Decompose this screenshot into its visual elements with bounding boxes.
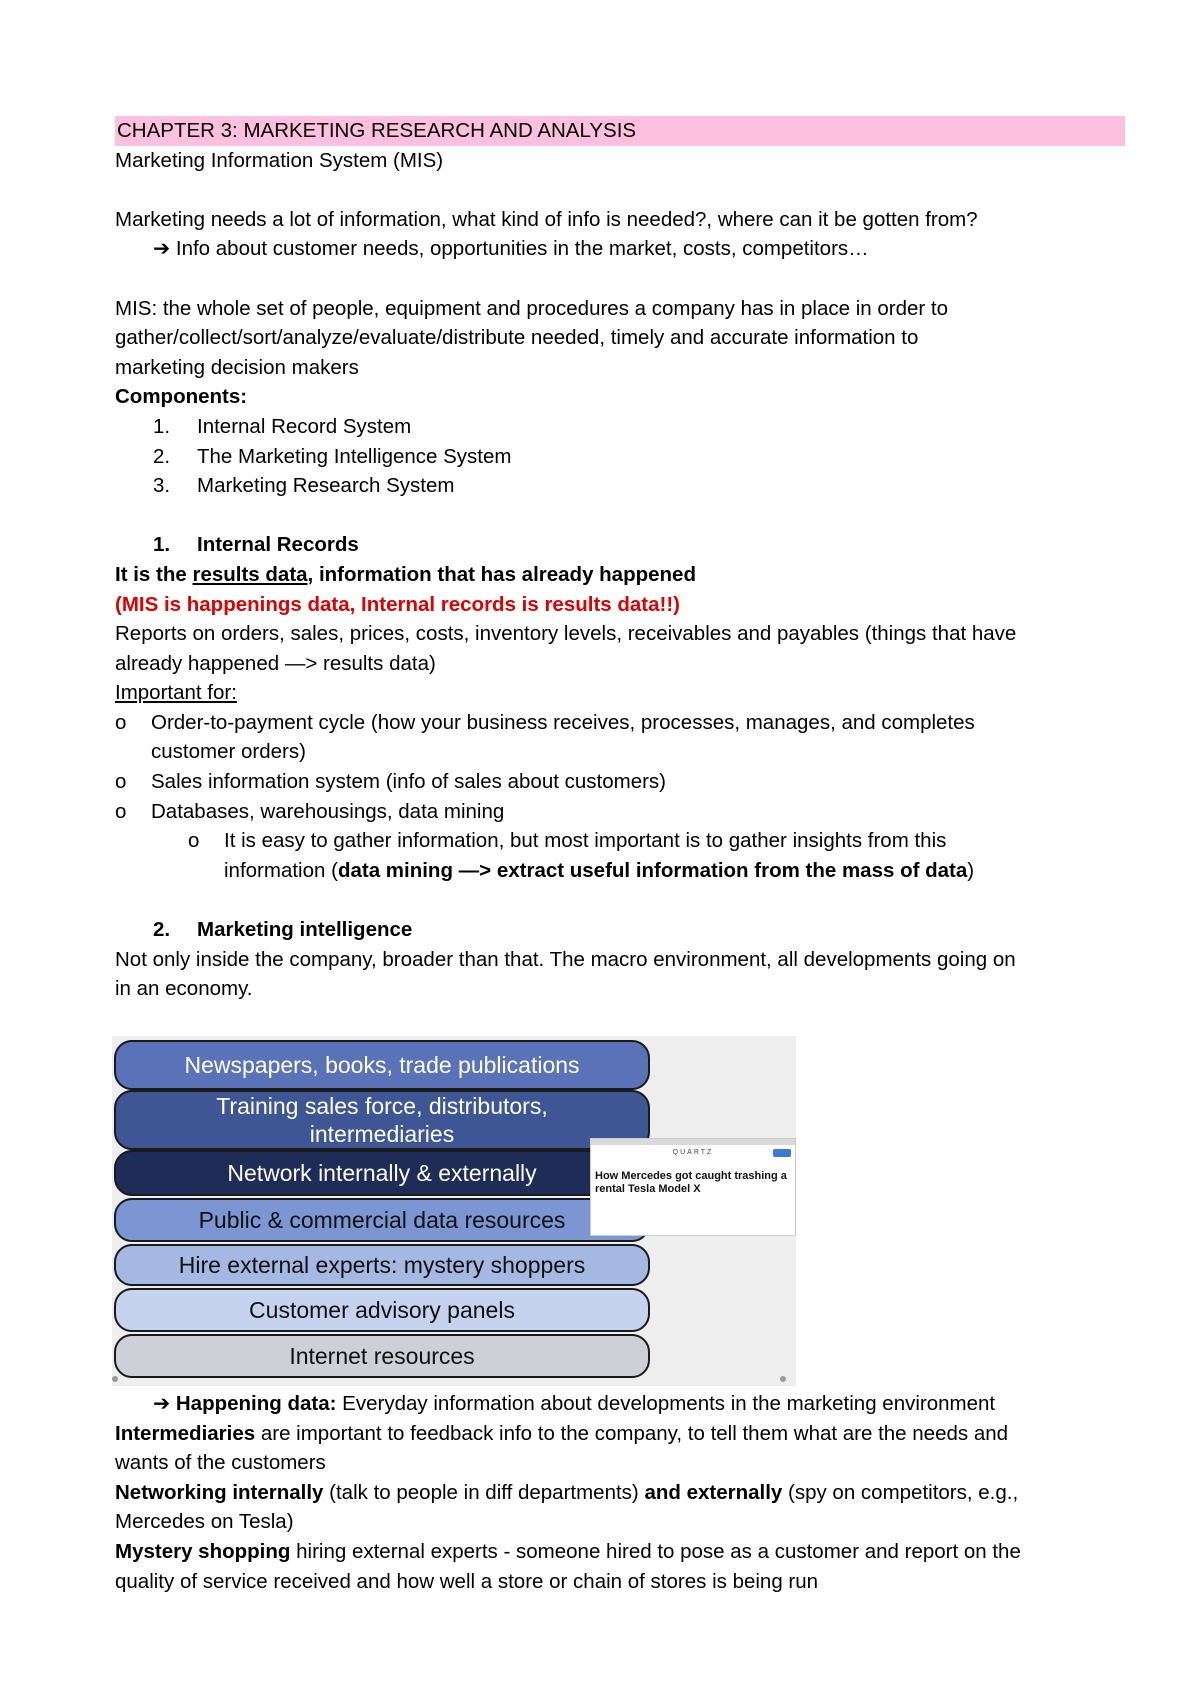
- section1-results-line: It is the results data, information that has already happened: [115, 562, 696, 586]
- intermediaries-line: Intermediaries are important to feedback info to the company, to tell them what are the needs and: [115, 1421, 1009, 1445]
- slide-pill: Internet resources: [114, 1334, 650, 1378]
- component-item: 2. The Marketing Intelligence System: [153, 444, 512, 468]
- slide-pill: Customer advisory panels: [114, 1288, 650, 1332]
- components-label: Components:: [115, 385, 248, 409]
- slide-pill: Network internally & externally: [114, 1150, 650, 1196]
- mis-definition-line: MIS: the whole set of people, equipment and procedures a company has in place in order to: [115, 296, 949, 320]
- bullet-icon: o: [115, 770, 127, 794]
- dot-icon: [112, 1376, 118, 1382]
- happening-line: ➔ Happening data: Everyday information about developments in the marketing environment: [153, 1392, 996, 1415]
- subtitle: Marketing Information System (MIS): [115, 148, 444, 172]
- article-thumbnail: [590, 1138, 796, 1236]
- intro-question: Marketing needs a lot of information, what kind of info is needed?, where can it be gotten from?: [115, 207, 978, 231]
- arrow-icon: ➔: [153, 1392, 176, 1415]
- bullet-icon: o: [115, 710, 127, 734]
- intro-answer: ➔ Info about customer needs, opportunities in the market, costs, competitors…: [153, 237, 869, 261]
- slide-page-marker: [780, 1375, 790, 1384]
- dot-icon: [780, 1376, 786, 1382]
- slide-pill: Training sales force, distributors, intermediaries: [114, 1090, 650, 1150]
- slide-pill: Public & commercial data resources: [114, 1198, 650, 1242]
- thumbnail-button: [773, 1149, 791, 1157]
- bullet-item: o Sales information system (info of sales about customers): [115, 767, 1125, 797]
- thumbnail-logo: QUARTZ: [672, 1149, 714, 1156]
- sub-bullet-item: o It is easy to gather information, but most important is to gather insights from this: [115, 826, 1125, 856]
- document-page: [115, 116, 1125, 1004]
- mystery-line: Mystery shopping hiring external experts - someone hired to pose as a customer and report on the: [115, 1539, 1021, 1563]
- document-page-continued: [115, 1389, 1125, 1596]
- section1-reports-line: Reports on orders, sales, prices, costs, inventory levels, receivables and payables (things that have: [115, 622, 1017, 646]
- important-for-label: Important for:: [115, 681, 237, 705]
- chapter-heading: CHAPTER 3: MARKETING RESEARCH AND ANALYSIS: [115, 116, 1125, 146]
- slide-image: [112, 1036, 796, 1386]
- slide-pill: Newspapers, books, trade publications: [114, 1040, 650, 1090]
- networking-line: Networking internally (talk to people in diff departments) and externally (spy on competitors, e.g.,: [115, 1480, 1019, 1504]
- section1-reports-line: already happened —> results data): [115, 651, 436, 675]
- section2-heading: 2. Marketing intelligence: [153, 918, 413, 942]
- section2-desc-line: in an economy.: [115, 977, 253, 1001]
- bullet-icon: o: [188, 829, 200, 853]
- mis-definition-line: gather/collect/sort/analyze/evaluate/distribute needed, timely and accurate information to: [115, 326, 919, 350]
- mis-definition-line: marketing decision makers: [115, 355, 359, 379]
- bullet-item: o Order-to-payment cycle (how your business receives, processes, manages, and completes: [115, 708, 1125, 738]
- mystery-line-2: quality of service received and how well a store or chain of stores is being run: [115, 1569, 819, 1593]
- bullet-icon: o: [115, 799, 127, 823]
- arrow-icon: ➔: [153, 237, 176, 261]
- section2-desc-line: Not only inside the company, broader than that. The macro environment, all developments going on: [115, 947, 1016, 971]
- slide-footer: [112, 1375, 122, 1384]
- section1-heading: 1. Internal Records: [153, 533, 359, 557]
- thumbnail-headline: How Mercedes got caught trashing a rental Tesla Model X: [595, 1170, 787, 1195]
- intermediaries-line-2: wants of the customers: [115, 1451, 326, 1475]
- bullet-item: o Databases, warehousings, data mining: [115, 797, 1125, 827]
- slide-pill: Hire external experts: mystery shoppers: [114, 1244, 650, 1286]
- sub-bullet-item-continued: information (data mining —> extract useful information from the mass of data): [224, 858, 975, 882]
- section1-red-note: (MIS is happenings data, Internal records is results data!!): [115, 592, 681, 616]
- bullet-item-continued: customer orders): [151, 740, 306, 764]
- thumbnail-browser-bar: [591, 1139, 795, 1145]
- component-item: 1. Internal Record System: [153, 414, 412, 438]
- networking-line-2: Mercedes on Tesla): [115, 1510, 294, 1534]
- component-item: 3. Marketing Research System: [153, 474, 455, 498]
